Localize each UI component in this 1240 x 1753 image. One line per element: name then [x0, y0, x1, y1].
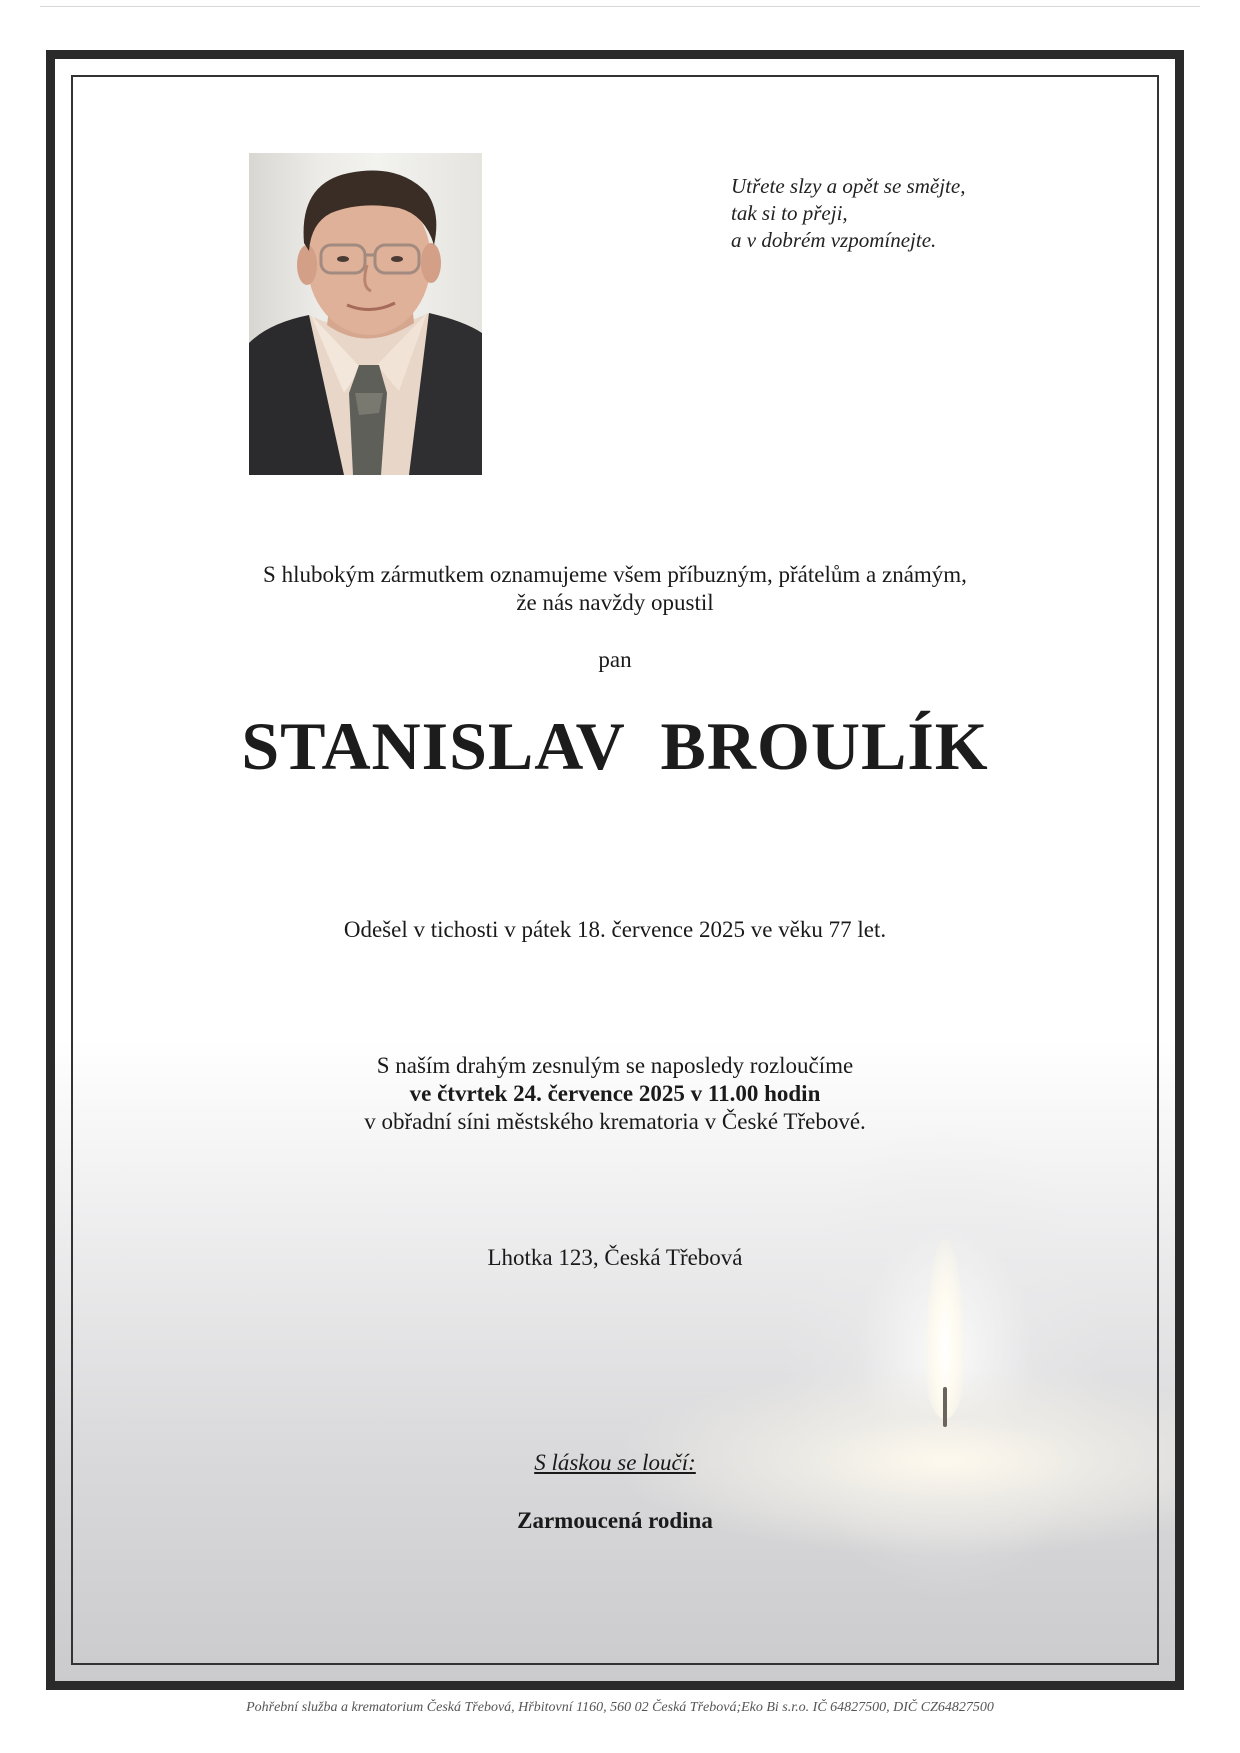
quote-line: tak si to přeji,	[731, 201, 848, 225]
death-notice: Odešel v tichosti v pátek 18. července 2025 ve věku 77 let.	[343, 917, 887, 942]
farewell-line: S naším drahým zesnulým se naposledy rozloučíme	[376, 1053, 854, 1078]
address: Lhotka 123, Česká Třebová	[487, 1245, 743, 1270]
farewell-details	[55, 1052, 1175, 1136]
announcement	[55, 561, 1175, 617]
inner-border	[71, 75, 1159, 1665]
farewell-venue: v obřadní síni městského krematoria v České Třebové.	[364, 1109, 866, 1134]
signature-family: Zarmoucená rodina	[517, 1508, 713, 1533]
obituary-frame	[46, 50, 1184, 1690]
top-rule	[40, 6, 1200, 7]
quote-line: Utřete slzy a opět se smějte,	[731, 174, 966, 198]
announcement-line: že nás navždy opustil	[516, 590, 714, 615]
deceased-name: STANISLAV BROULÍK	[241, 708, 989, 784]
signature-heading: S láskou se loučí:	[534, 1450, 696, 1475]
portrait-illustration	[249, 153, 482, 475]
memorial-quote	[731, 173, 1111, 254]
portrait-photo	[249, 153, 482, 475]
honorific: pan	[598, 647, 632, 672]
quote-line: a v dobrém vzpomínejte.	[731, 228, 937, 252]
farewell-date: ve čtvrtek 24. července 2025 v 11.00 hodin	[409, 1081, 821, 1106]
announcement-line: S hlubokým zármutkem oznamujeme všem příbuzným, přátelům a známým,	[263, 562, 967, 587]
candle-wick-icon	[943, 1387, 947, 1427]
funeral-service-footer: Pohřební služba a krematorium Česká Třebová, Hřbitovní 1160, 560 02 Česká Třebová;Eko Bi s.r.o. IČ 64827500, DIČ CZ64827500	[246, 1700, 994, 1715]
